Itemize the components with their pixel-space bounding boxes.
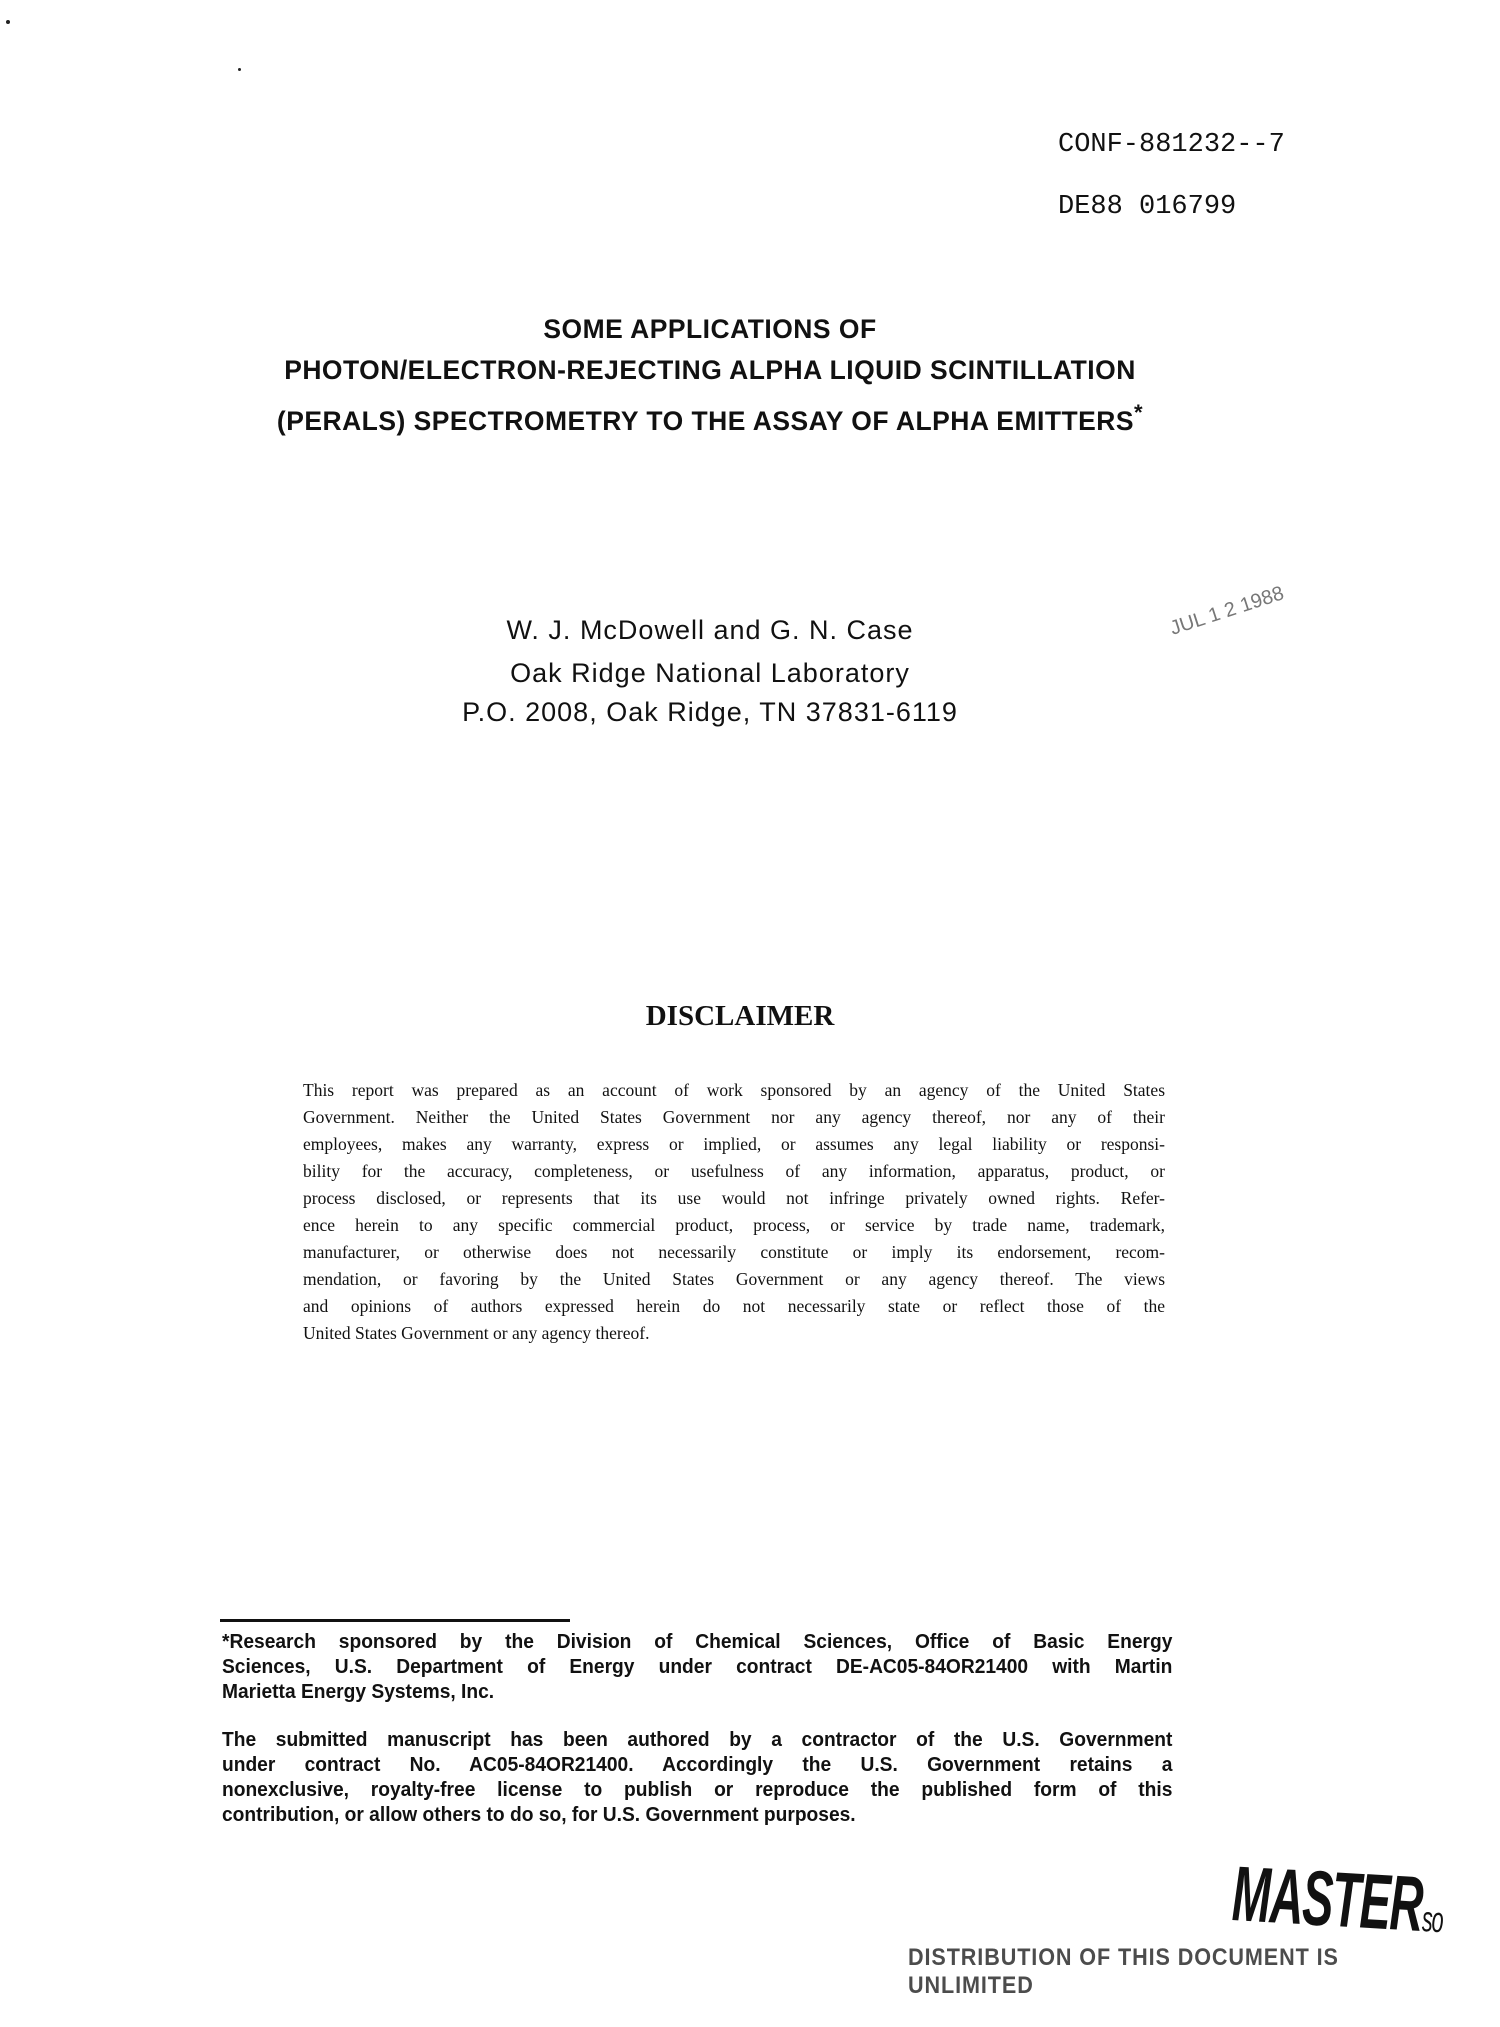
- disclaimer-text: [303, 1077, 1165, 1347]
- footnote-line: The submitted manuscript has been authored by a contractor of the U.S. Government: [222, 1729, 1173, 1751]
- title-line-1: SOME APPLICATIONS OF: [543, 314, 877, 344]
- author-address: P.O. 2008, Oak Ridge, TN 37831-6119: [462, 697, 958, 727]
- disclaimer-line: United States Government or any agency thereof.: [303, 1323, 650, 1343]
- conf-number: CONF-881232--7: [1058, 130, 1285, 160]
- title-line-2: PHOTON/ELECTRON-REJECTING ALPHA LIQUID SCINTILLATION: [284, 355, 1136, 385]
- title-line-3-text: (PERALS) SPECTROMETRY TO THE ASSAY OF ALPHA EMITTERS: [276, 406, 1135, 436]
- footnote-line: Sciences, U.S. Department of Energy under contract DE-AC05-84OR21400 with Martin: [222, 1656, 1173, 1678]
- footnote-line: under contract No. AC05-84OR21400. Accordingly the U.S. Government retains a: [222, 1754, 1173, 1776]
- disclaimer-line: manufacturer, or otherwise does not necessarily constitute or imply its endorsement, recom-: [303, 1242, 1165, 1262]
- disclaimer-line: bility for the accuracy, completeness, or usefulness of any information, apparatus, product, or: [303, 1161, 1165, 1181]
- footnote-rule: [220, 1619, 570, 1622]
- received-date-stamp: JUL 1 2 1988: [1167, 582, 1287, 640]
- footnote-line: *Research sponsored by the Division of Chemical Sciences, Office of Basic Energy: [222, 1631, 1173, 1653]
- distribution-stamp: DISTRIBUTION OF THIS DOCUMENT IS UNLIMITED: [908, 1944, 1339, 1999]
- footnote-line: nonexclusive, royalty-free license to publish or reproduce the published form of this: [222, 1779, 1173, 1801]
- footnote-copyright: [222, 1728, 1172, 1828]
- disclaimer-line: ence herein to any specific commercial product, process, or service by trade name, trademark,: [303, 1215, 1165, 1235]
- author-names: W. J. McDowell and G. N. Case: [506, 615, 914, 645]
- de-number: DE88 016799: [1058, 192, 1237, 222]
- title-line-3: [14, 400, 1406, 437]
- scan-speck: [238, 68, 241, 71]
- footnote-line: contribution, or allow others to do so, for U.S. Government purposes.: [222, 1804, 856, 1826]
- master-stamp: [1231, 1848, 1444, 1951]
- title-footnote-mark: *: [1134, 400, 1144, 425]
- disclaimer-line: employees, makes any warranty, express or implied, or assumes any legal liability or responsi-: [303, 1134, 1165, 1154]
- disclaimer-line: Government. Neither the United States Government nor any agency thereof, nor any of their: [303, 1107, 1165, 1127]
- disclaimer-heading: DISCLAIMER: [645, 1000, 835, 1032]
- master-stamp-text: MASTER: [1231, 1849, 1424, 1949]
- master-stamp-suffix: so: [1421, 1898, 1443, 1941]
- disclaimer-line: process disclosed, or represents that its use would not infringe privately owned rights. Refer-: [303, 1188, 1165, 1208]
- author-institution: Oak Ridge National Laboratory: [510, 658, 910, 688]
- footnote-line: Marietta Energy Systems, Inc.: [222, 1681, 495, 1703]
- footnote-sponsor: [222, 1630, 1172, 1705]
- scan-speck: [6, 20, 10, 24]
- disclaimer-line: and opinions of authors expressed herein do not necessarily state or reflect those of the: [303, 1296, 1165, 1316]
- disclaimer-line: This report was prepared as an account of work sponsored by an agency of the United States: [303, 1080, 1165, 1100]
- disclaimer-line: mendation, or favoring by the United States Government or any agency thereof. The views: [303, 1269, 1165, 1289]
